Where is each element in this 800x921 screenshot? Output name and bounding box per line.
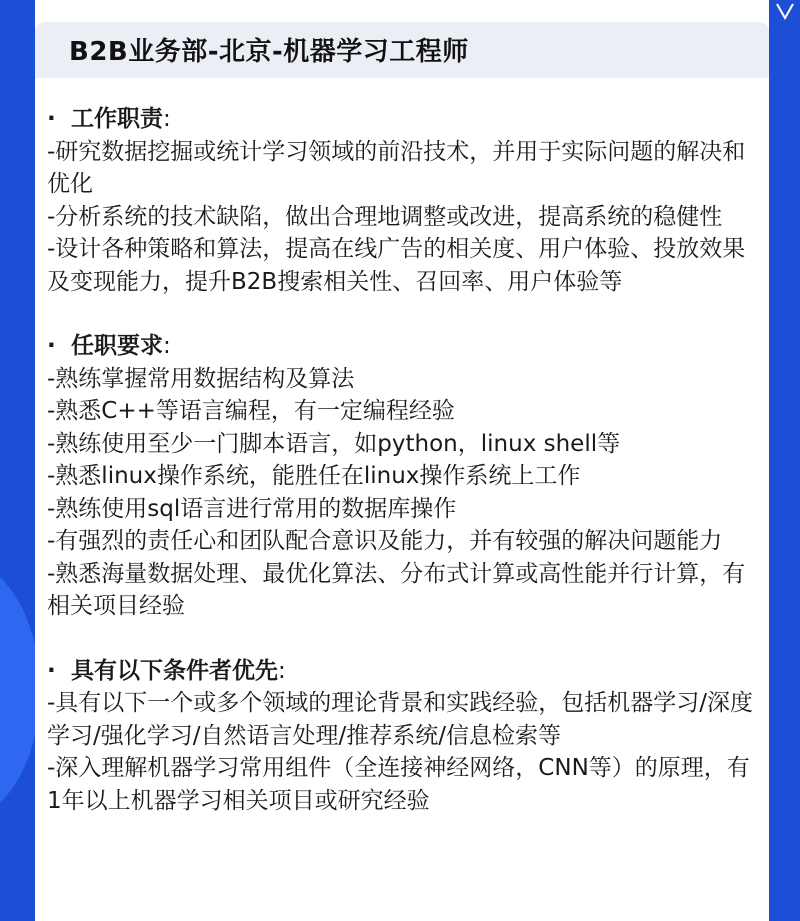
bullet-dot: ·	[47, 657, 56, 684]
section-requirements	[47, 330, 763, 623]
job-content	[47, 103, 763, 849]
list-item: -熟悉C++等语言编程，有一定编程经验	[47, 398, 455, 424]
section-heading	[47, 330, 763, 363]
section-responsibilities	[47, 103, 763, 298]
list-item: -设计各种策略和算法，提高在线广告的相关度、用户体验、投放效果及变现能力，提升B2B搜索相关性、召回率、用户体验等	[47, 236, 746, 295]
diamond-icon	[773, 0, 797, 24]
list-item: -分析系统的技术缺陷，做出合理地调整或改进，提高系统的稳健性	[47, 203, 723, 230]
decorative-blob	[0, 560, 35, 820]
left-background-strip	[0, 0, 35, 921]
list-item: -具有以下一个或多个领域的理论背景和实践经验，包括机器学习/深度学习/强化学习/自然语言处理/推荐系统/信息检索等	[47, 690, 754, 749]
list-item: -熟练使用sql语言进行常用的数据库操作	[47, 495, 457, 522]
bullet-dot: ·	[47, 333, 56, 359]
list-item: -熟练掌握常用数据结构及算法	[47, 365, 355, 392]
list-item: -熟悉linux操作系统，能胜任在linux操作系统上工作	[47, 463, 581, 489]
list-item: -熟悉海量数据处理、最优化算法、分布式计算或高性能并行计算，有相关项目经验	[47, 560, 746, 619]
heading-colon: :	[163, 333, 171, 359]
list-item: -熟练使用至少一门脚本语言，如python，linux shell等	[47, 430, 621, 457]
right-background-strip	[769, 0, 800, 921]
list-item: -深入理解机器学习常用组件（全连接神经网络，CNN等）的原理，有1年以上机器学习相关项目或研究经验	[47, 755, 750, 814]
job-title: B2B业务部-北京-机器学习工程师	[69, 37, 469, 67]
heading-colon: :	[278, 657, 286, 684]
section-heading	[47, 103, 763, 136]
list-item: -有强烈的责任心和团队配合意识及能力，并有较强的解决问题能力	[47, 528, 723, 554]
heading-colon: :	[163, 106, 171, 132]
section-preferred	[47, 655, 763, 818]
section-heading-text: 任职要求	[71, 333, 163, 359]
section-heading	[47, 655, 763, 688]
job-description-card	[35, 0, 769, 921]
list-item: -研究数据挖掘或统计学习领域的前沿技术，并用于实际问题的解决和优化	[47, 138, 746, 197]
bullet-dot: ·	[47, 106, 56, 132]
title-bar	[35, 22, 769, 78]
section-heading-text: 工作职责	[71, 106, 163, 132]
section-heading-text: 具有以下条件者优先	[71, 657, 278, 684]
